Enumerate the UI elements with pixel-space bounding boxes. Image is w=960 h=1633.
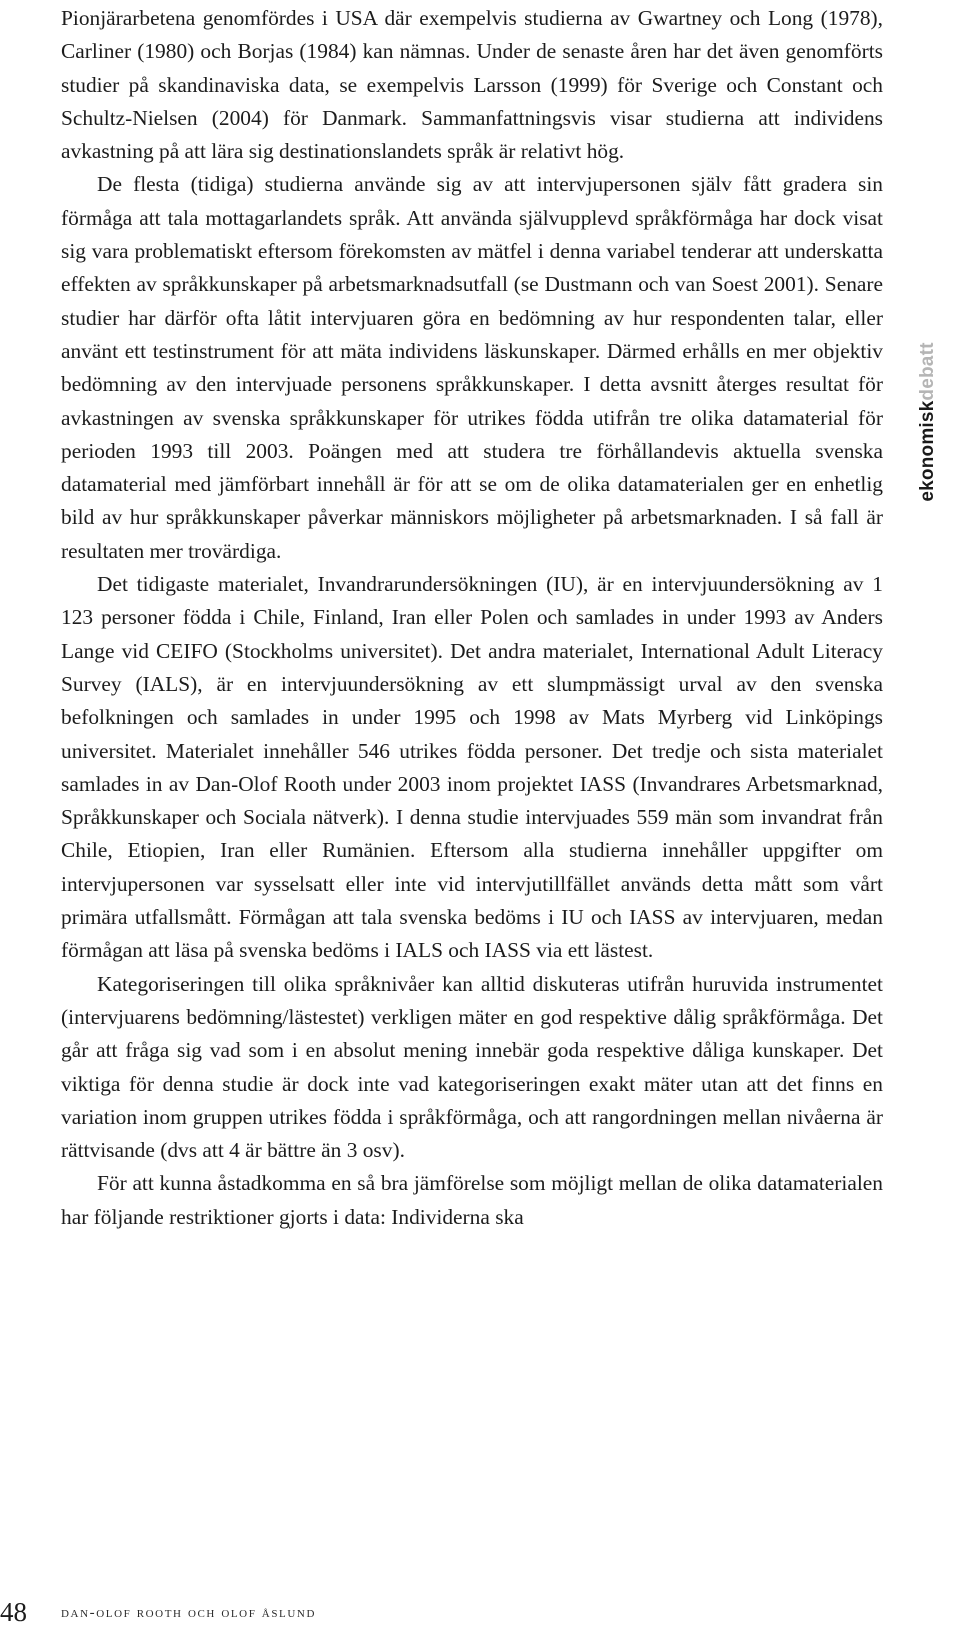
journal-side-tab bbox=[898, 262, 958, 582]
article-body bbox=[61, 2, 883, 1234]
body-paragraph: Det tidigaste materialet, Invandrarundersökningen (IU), är en intervjuundersökning av 1 123 personer födda i Chile, Finland, Iran eller Polen och samlades in under 1993 av Anders Lange vid CEIFO (Stockholms universitet). Det andra materialet, International Adult Literacy Survey (IALS), är en intervjuundersökning av ett slumpmässigt urval av den svenska befolkningen och samlades in under 1995 och 1998 av Mats Myrberg vid Linköpings universitet. Materialet innehåller 546 utrikes födda personer. Det tredje och sista materialet samlades in av Dan-Olof Rooth under 2003 inom projektet IASS (Invandrares Arbetsmarknad, Språkkunskaper och Sociala nätverk). I denna studie intervjuades 559 män som invandrat från Chile, Etiopien, Iran eller Rumänien. Eftersom alla studierna innehåller uppgifter om intervjupersonen var sysselsatt eller inte vid intervjutillfället används detta mått som vårt primära utfallsmått. Förmågan att tala svenska bedöms i IU och IASS av intervjuaren, medan förmågan att läsa på svenska bedöms i IALS och IASS via ett lästest. bbox=[61, 572, 883, 963]
running-author-line: dan-olof rooth och olof åslund bbox=[61, 1605, 317, 1621]
body-paragraph: De flesta (tidiga) studierna använde sig av att intervjupersonen själv fått gradera sin förmåga att tala mottagarlandets språk. Att använda självupplevd språkförmåga har dock visat sig vara problematiskt eftersom förekomsten av mätfel i denna variabel tenderar att underskatta effekten av språkkunskaper på arbetsmarknadsutfall (se Dustmann och van Soest 2001). Senare studier har därför ofta låtit intervjuaren göra en bedömning av hur respondenten talar, eller använt ett testinstrument för att mäta individens läskunskaper. Därmed erhålls en mer objektiv bedömning av den intervjuade personens språkkunskaper. I detta avsnitt återges resultat för avkastningen av svenska språkkunskaper för utrikes födda utifrån tre olika datamaterial för perioden 1993 till 2003. Poängen med att studera tre förhållandevis aktuella svenska datamaterial med jämförbart innehåll är för att se om de olika datamaterialen ger en enhetlig bild av hur språkkunskaper påverkar människors möjligheter på arbetsmarknaden. I så fall är resultaten mer trovärdiga. bbox=[61, 172, 883, 563]
journal-brand-part2: debatt bbox=[917, 342, 938, 401]
journal-brand bbox=[917, 342, 939, 501]
body-paragraph: Kategoriseringen till olika språknivåer kan alltid diskuteras utifrån huruvida instrumentet (intervjuarens bedömning/lästestet) verkligen mäter en god respektive dålig språkförmåga. Det går att fråga sig vad som i en absolut mening innebär goda respektive dåliga kunskaper. Det viktiga för denna studie är dock inte vad kategoriseringen exakt mäter utan att det finns en variation inom gruppen utrikes födda i språkförmåga, och att rangordningen mellan nivåerna är rättvisande (dvs att 4 är bättre än 3 osv). bbox=[61, 971, 883, 1163]
journal-brand-part1: ekonomisk bbox=[917, 400, 938, 502]
page-footer bbox=[0, 1594, 960, 1630]
body-paragraph: För att kunna åstadkomma en så bra jämförelse som möjligt mellan de olika datamaterialen har följande restriktioner gjorts i data: Individerna ska bbox=[61, 1171, 883, 1229]
body-paragraph: Pionjärarbetena genomfördes i USA där exempelvis studierna av Gwartney och Long (1978), Carliner (1980) och Borjas (1984) kan nämnas. Under de senaste åren har det även genomförts studier på skandinaviska data, se exempelvis Larsson (1999) för Sverige och Constant och Schultz-Nielsen (2004) för Danmark. Sammanfattningsvis visar studierna att individens avkastning på att lära sig destinationslandets språk är relativt hög. bbox=[61, 6, 883, 164]
page-number: 48 bbox=[0, 1597, 27, 1627]
